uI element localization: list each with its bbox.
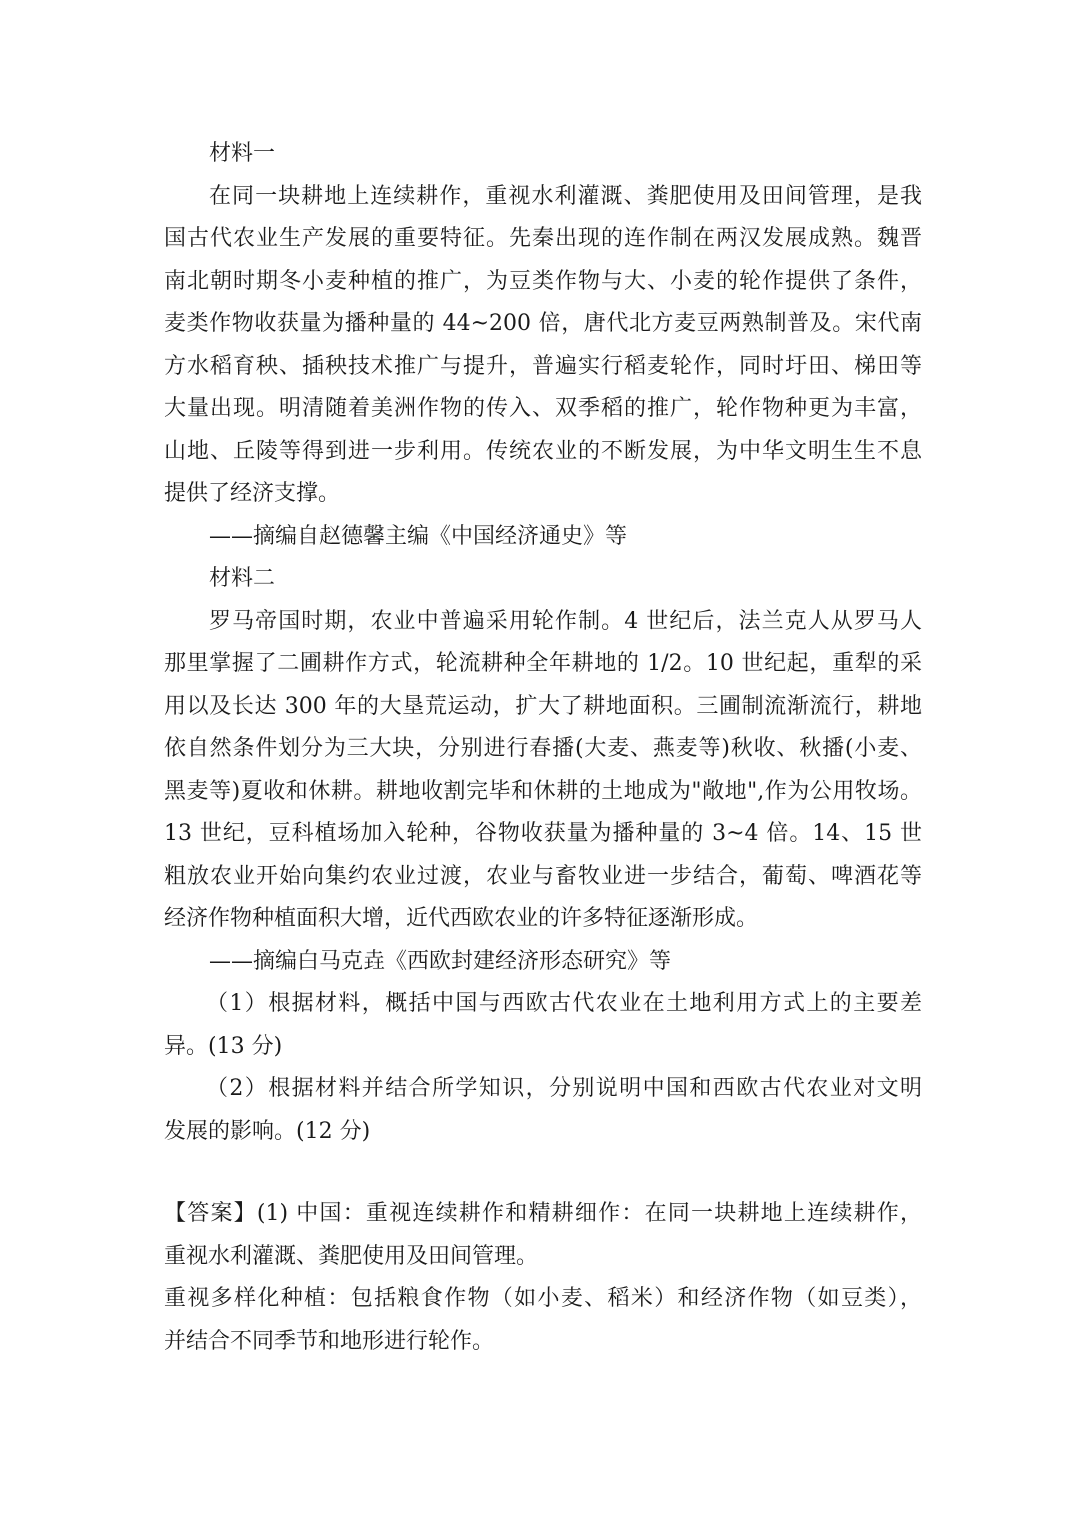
material2-line: 粗放农业开始向集约农业过渡，农业与畜牧业进一步结合，葡萄、啤酒花等 <box>164 863 922 889</box>
text-column <box>164 133 922 1363</box>
question-1: （1）根据材料，概括中国与西欧古代农业在土地利用方式上的主要差 <box>206 991 922 1016</box>
section-gap <box>164 1153 922 1193</box>
question-1-cont: 异。(13 分) <box>164 1033 283 1059</box>
material2-line: 经济作物种植面积大增，近代西欧农业的许多特征逐渐形成。 <box>164 906 759 931</box>
material1-line: 方水稻育秧、插秧技术推广与提升，普遍实行稻麦轮作，同时圩田、梯田等 <box>164 353 922 379</box>
material1-line: 山地、丘陵等得到进一步利用。传统农业的不断发展，为中华文明生生不息 <box>164 438 922 464</box>
answer-line: 重视多样化种植：包括粮食作物（如小麦、稻米）和经济作物（如豆类）， <box>164 1286 922 1311</box>
question-2: （2）根据材料并结合所学知识，分别说明中国和西欧古代农业对文明 <box>206 1076 922 1101</box>
answer-line: 【答案】(1) 中国：重视连续耕作和精耕细作：在同一块耕地上连续耕作， <box>164 1201 922 1226</box>
answer-line: 重视水利灌溉、粪肥使用及田间管理。 <box>164 1243 539 1269</box>
material1-line: 在同一块耕地上连续耕作，重视水利灌溉、粪肥使用及田间管理，是我 <box>209 183 922 209</box>
material2-line: 罗马帝国时期，农业中普遍采用轮作制。4 世纪后，法兰克人从罗马人 <box>209 608 922 634</box>
material1-line: 国古代农业生产发展的重要特征。先秦出现的连作制在两汉发展成熟。魏晋 <box>164 226 922 251</box>
material2-line: 依自然条件划分为三大块，分别进行春播(大麦、燕麦等)秋收、秋播(小麦、 <box>164 736 922 761</box>
material1-heading: 材料一 <box>209 141 276 166</box>
material1-line: 提供了经济支撑。 <box>164 481 341 506</box>
material1-line: 大量出现。明清随着美洲作物的传入、双季稻的推广，轮作物种更为丰富， <box>164 396 922 421</box>
material2-line: 用以及长达 300 年的大垦荒运动，扩大了耕地面积。三圃制流渐流行，耕地 <box>164 693 922 719</box>
material2-source: ——摘编白马克垚《西欧封建经济形态研究》等 <box>209 948 672 974</box>
answer-line: 并结合不同季节和地形进行轮作。 <box>164 1328 495 1354</box>
material2-line: 13 世纪，豆科植场加入轮种，谷物收获量为播种量的 3~4 倍。14、15 世 <box>164 821 922 846</box>
material1-source: ——摘编自赵德馨主编《中国经济通史》等 <box>209 523 628 549</box>
material1-line: 麦类作物收获量为播种量的 44~200 倍，唐代北方麦豆两熟制普及。宋代南 <box>164 311 922 336</box>
material2-line: 那里掌握了二圃耕作方式，轮流耕种全年耕地的 1/2。10 世纪起，重犁的采 <box>164 651 922 676</box>
material1-line: 南北朝时期冬小麦种植的推广，为豆类作物与大、小麦的轮作提供了条件， <box>164 268 922 294</box>
question-2-cont: 发展的影响。(12 分) <box>164 1118 371 1144</box>
material2-line: 黑麦等)夏收和休耕。耕地收割完毕和休耕的土地成为"敞地",作为公用牧场。 <box>164 778 922 804</box>
material2-heading: 材料二 <box>209 566 276 591</box>
